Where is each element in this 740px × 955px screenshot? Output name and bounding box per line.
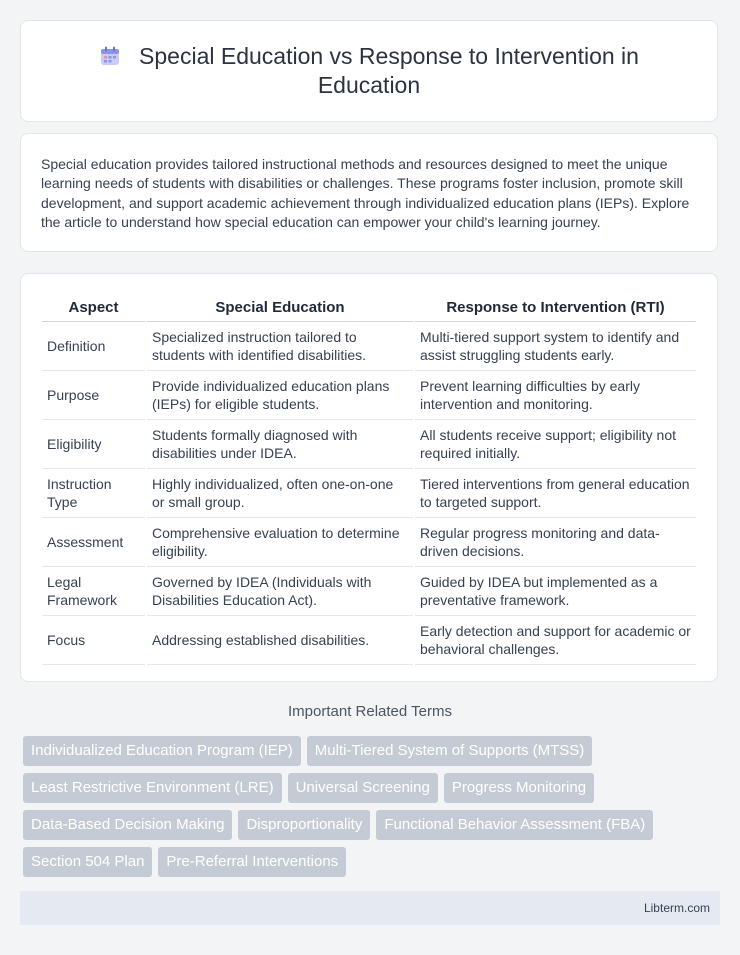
table-row [42,616,696,665]
row-rti: Guided by IDEA but implemented as a preventative framework. [415,567,696,616]
intro-paragraph: Special education provides tailored instructional methods and resources designed to meet the unique learning needs of students with disabilities or challenges. These programs foster inclusion, promote skill development, and support academic achievement through individualized education plans (IEPs). Explore the article to understand how special education can empower your child's learning journey. [41,156,690,231]
row-aspect: Assessment [42,518,145,567]
table-row [42,322,696,371]
table-row [42,567,696,616]
row-aspect: Focus [42,616,145,665]
row-special-education: Specialized instruction tailored to students with identified disabilities. [147,322,413,371]
calendar-icon [99,45,121,67]
table-row [42,469,696,518]
related-term-tag[interactable]: Data-Based Decision Making [23,810,232,840]
row-aspect: Eligibility [42,420,145,469]
related-term-tag[interactable]: Multi-Tiered System of Supports (MTSS) [307,736,593,766]
row-aspect: Definition [42,322,145,371]
row-aspect: Legal Framework [42,567,145,616]
row-rti: Early detection and support for academic or behavioral challenges. [415,616,696,665]
header-rti: Response to Intervention (RTI) [415,294,696,322]
related-term-tag[interactable]: Functional Behavior Assessment (FBA) [376,810,653,840]
row-rti: Regular progress monitoring and data-driven decisions. [415,518,696,567]
related-term-tag[interactable]: Progress Monitoring [444,773,594,803]
comparison-table [40,294,698,665]
table-row [42,371,696,420]
footer-site-link[interactable]: Libterm.com [643,901,710,915]
intro-card [20,133,718,252]
row-aspect: Instruction Type [42,469,145,518]
related-terms-title: Important Related Terms [288,703,452,720]
header-aspect: Aspect [42,294,145,322]
related-term-tag[interactable]: Individualized Education Program (IEP) [23,736,301,766]
row-special-education: Provide individualized education plans (IEPs) for eligible students. [147,371,413,420]
table-row [42,420,696,469]
row-special-education: Governed by IDEA (Individuals with Disabilities Education Act). [147,567,413,616]
related-term-tag[interactable]: Universal Screening [288,773,438,803]
header-special-education: Special Education [147,294,413,322]
row-aspect: Purpose [42,371,145,420]
related-term-tag[interactable]: Disproportionality [238,810,370,840]
related-term-tag[interactable]: Section 504 Plan [23,847,152,877]
related-terms-list [23,736,723,877]
row-special-education: Comprehensive evaluation to determine eligibility. [147,518,413,567]
table-row [42,518,696,567]
row-rti: Multi-tiered support system to identify and assist struggling students early. [415,322,696,371]
row-special-education: Highly individualized, often one-on-one or small group. [147,469,413,518]
row-rti: Tiered interventions from general education to targeted support. [415,469,696,518]
row-rti: All students receive support; eligibility not required initially. [415,420,696,469]
title-card [20,20,718,122]
row-special-education: Addressing established disabilities. [147,616,413,665]
page-title: Special Education vs Response to Intervention in Education [139,43,639,98]
table-header-row [42,294,696,322]
comparison-card [20,273,718,682]
row-special-education: Students formally diagnosed with disabilities under IDEA. [147,420,413,469]
row-rti: Prevent learning difficulties by early intervention and monitoring. [415,371,696,420]
related-term-tag[interactable]: Pre-Referral Interventions [158,847,346,877]
footer [20,891,720,925]
related-term-tag[interactable]: Least Restrictive Environment (LRE) [23,773,282,803]
